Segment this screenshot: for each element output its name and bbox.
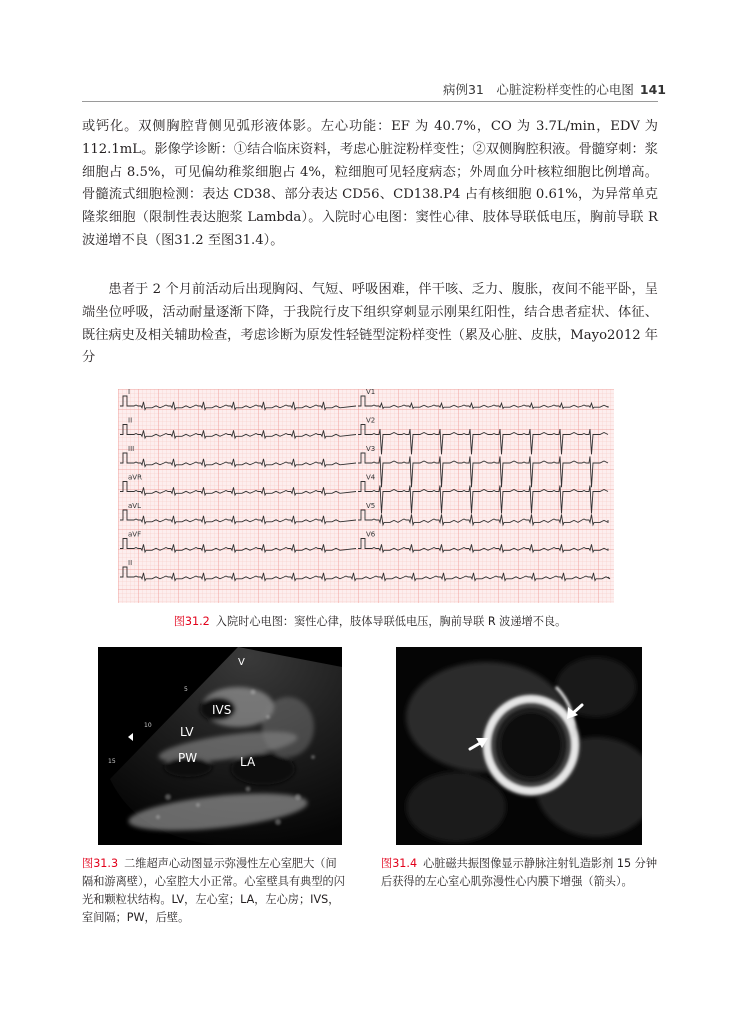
figure-31-4-caption-text: 心脏磁共振图像显示静脉注射钆造影剂 15 分钟后获得的左心室心肌弥漫性心内膜下增强（箭头）。 [381, 857, 658, 888]
body-paragraph-1: 或钙化。双侧胸腔背侧见弧形液体影。左心功能：EF 为 40.7%，CO 为 3.7L/min，EDV 为 112.1mL。影像学诊断：①结合临床资料，考虑心脏淀粉样变性；②双侧胸腔积液。骨髓穿刺：浆细胞占 8.5%，可见偏幼稚浆细胞占 4%，粒细胞可见轻度病态；外周血分叶核粒细胞比例增高。骨髓流式细胞检测：表达 CD38、部分表达 CD56、CD138.P4 占有核细胞 0.61%，为异常单克隆浆细胞（限制性表达胞浆 Lambda）。入院时心电图：窦性心律、肢体导联低电压，胸前导联 R 波递增不良（图31.2 至图31.4）。 [82, 119, 658, 248]
ecg-lead-label-avf: aVF [128, 530, 142, 539]
ecg-lead-label-avr: aVR [128, 473, 142, 482]
cardiac-mri-image [396, 647, 642, 845]
running-title: 病例31 心脏淀粉样变性的心电图 [442, 82, 634, 97]
ecg-lead-label-ii-rhythm: II [128, 559, 133, 567]
running-header [443, 80, 666, 98]
body-paragraph-2: 患者于 2 个月前活动后出现胸闷、气短、呼吸困难，伴干咳、乏力、腹胀，夜间不能平卧，呈端坐位呼吸，活动耐量逐渐下降，于我院行皮下组织穿刺显示刚果红阳性，结合患者症状、体征、既往病史及相关辅助检查，考虑诊断为原发性轻链型淀粉样变性（累及心脏、皮肤，Mayo2012 年分 [82, 282, 658, 366]
figure-31-4-caption [381, 855, 661, 891]
echo-scale-5: 5 [184, 686, 188, 693]
echo-label-lv: LV [180, 725, 194, 739]
ecg-lead-label-v2: V2 [366, 416, 376, 425]
header-rule [82, 101, 658, 102]
page-number: 141 [639, 82, 666, 97]
echo-label-ivs: IVS [212, 703, 232, 717]
echo-scale-15: 15 [108, 758, 116, 765]
figure-31-4-label: 图31.4 [381, 857, 418, 870]
ecg-lead-label-v6: V6 [366, 530, 376, 539]
figure-31-2-caption [82, 613, 658, 631]
ecg-lead-label-v1: V1 [366, 389, 376, 396]
figure-31-3-caption [82, 855, 347, 927]
ecg-figure [118, 389, 614, 603]
ecg-lead-label-i: I [128, 389, 131, 396]
ecg-lead-label-v5: V5 [366, 502, 376, 510]
echo-label-la: LA [240, 755, 256, 769]
figure-31-3-label: 图31.3 [82, 857, 119, 870]
ecg-lead-label-v4: V4 [366, 473, 376, 482]
echo-marker-v: V [238, 657, 245, 668]
figure-31-3-caption-text: 二维超声心动图显示弥漫性左心室肥大（间隔和游离壁），心室腔大小正常。心室壁具有典型的闪光和颗粒状结构。LV，左心室；LA，左心房；IVS，室间隔；PW，后壁。 [82, 857, 345, 924]
echocardiogram-image [98, 647, 342, 845]
figure-31-2-caption-text: 入院时心电图：窦性心律，肢体导联低电压，胸前导联 R 波递增不良。 [215, 615, 567, 628]
ecg-lead-label-avl: aVL [128, 502, 141, 510]
figure-31-2-label: 图31.2 [173, 615, 210, 628]
ecg-lead-label-v3: V3 [366, 445, 376, 453]
ecg-lead-label-iii: III [128, 445, 135, 453]
ecg-lead-label-ii: II [128, 416, 133, 425]
echo-scale-10: 10 [144, 722, 152, 729]
echo-label-pw: PW [178, 751, 198, 765]
